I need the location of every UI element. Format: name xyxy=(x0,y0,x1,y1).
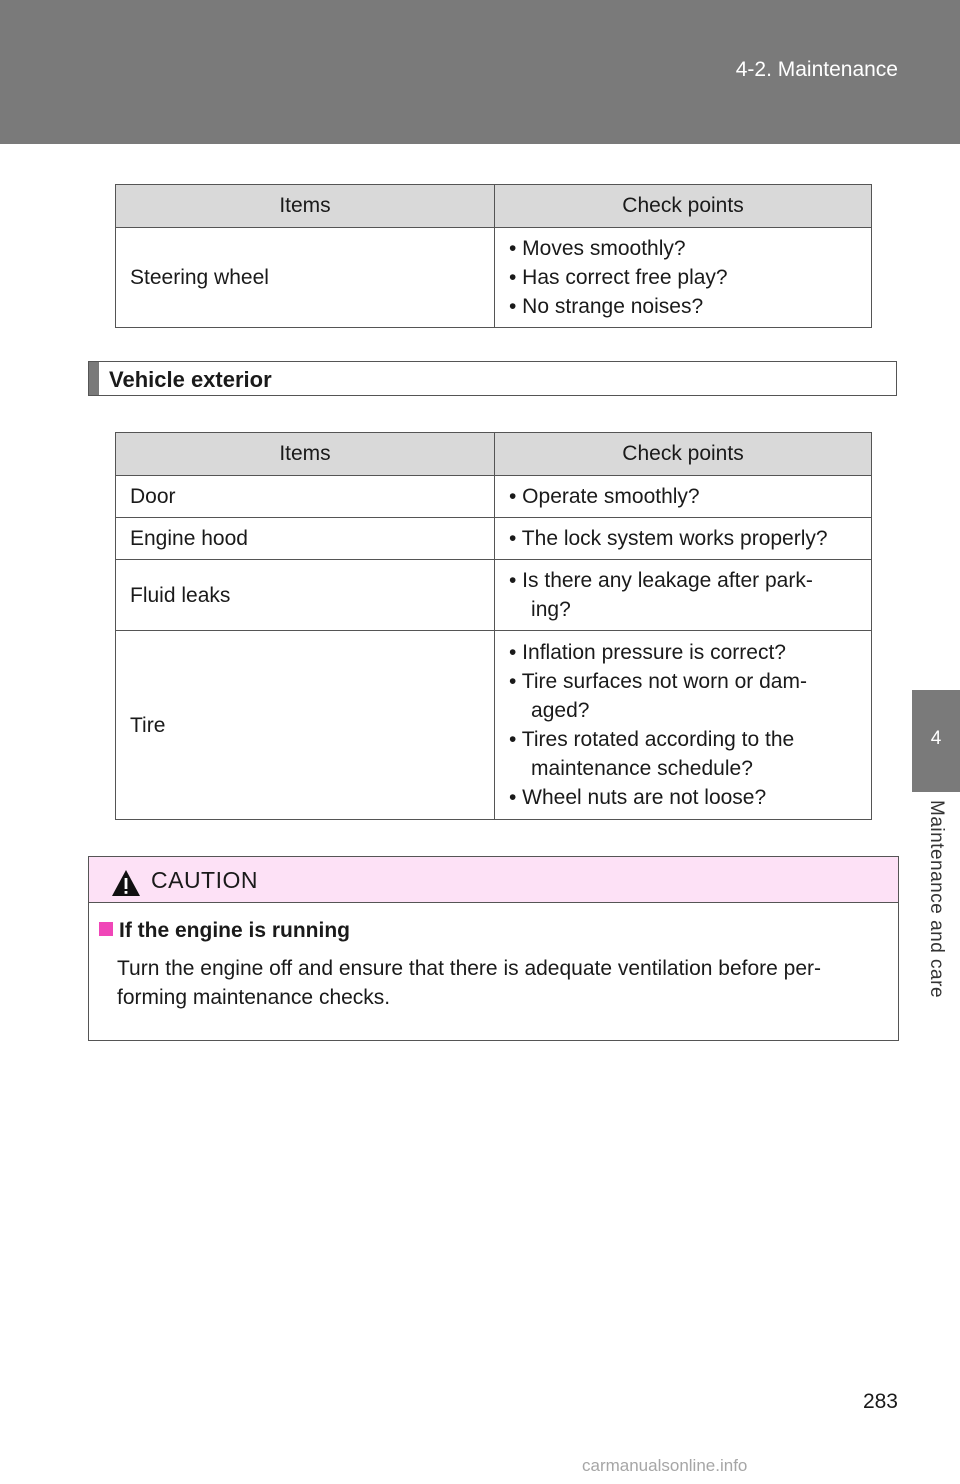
watermark: carmanualsonline.info xyxy=(582,1456,748,1475)
check-point: • Has correct free play? xyxy=(509,266,728,289)
col-header-items: Items xyxy=(116,433,495,476)
table-row xyxy=(116,560,872,631)
page-header xyxy=(0,0,960,144)
exterior-table xyxy=(115,432,872,820)
check-point: • No strange noises? xyxy=(509,295,704,318)
check-cell xyxy=(495,560,872,631)
table-row xyxy=(116,631,872,820)
col-header-items: Items xyxy=(116,185,495,228)
table-row xyxy=(116,518,872,560)
check-cell xyxy=(495,476,872,518)
check-point: • Moves smoothly? xyxy=(509,237,686,260)
caution-subtitle-line xyxy=(99,919,884,943)
caution-label: CAUTION xyxy=(151,867,258,893)
col-header-check-points: Check points xyxy=(495,433,872,476)
check-point: • Operate smoothly? xyxy=(509,485,700,508)
section-label: 4-2. Maintenance xyxy=(735,58,898,81)
check-cell xyxy=(495,518,872,560)
warning-triangle-icon xyxy=(111,869,141,897)
check-point: • Tires rotated according to the maintenance schedule? xyxy=(509,728,795,780)
chapter-label xyxy=(912,792,960,1092)
caution-text: Turn the engine off and ensure that there is adequate ventilation before per- forming maintenance checks. xyxy=(117,957,821,1009)
item-cell: Engine hood xyxy=(116,518,495,560)
caution-header xyxy=(89,857,898,903)
item-cell: Fluid leaks xyxy=(116,560,495,631)
square-bullet-icon xyxy=(99,922,113,936)
item-cell: Steering wheel xyxy=(116,228,495,328)
caution-body xyxy=(99,919,884,1012)
steering-table xyxy=(115,184,872,328)
page-number: 283 xyxy=(862,1390,898,1413)
col-header-check-points: Check points xyxy=(495,185,872,228)
section-title: Vehicle exterior xyxy=(109,367,272,392)
caution-subtitle: If the engine is running xyxy=(119,919,350,942)
check-point: • Is there any leakage after park- ing? xyxy=(509,569,813,621)
table-header-row xyxy=(116,185,872,228)
check-cell xyxy=(495,228,872,328)
chapter-number: 4 xyxy=(930,728,942,749)
table-header-row xyxy=(116,433,872,476)
check-point: • Wheel nuts are not loose? xyxy=(509,786,767,809)
check-point: • Inflation pressure is correct? xyxy=(509,641,786,664)
check-point: • The lock system works properly? xyxy=(509,527,828,550)
caution-box xyxy=(88,856,899,1041)
heading-bar xyxy=(89,362,99,395)
chapter-label-text: Maintenance and care xyxy=(926,800,947,999)
check-cell xyxy=(495,631,872,820)
item-cell: Tire xyxy=(116,631,495,820)
table-row xyxy=(116,228,872,328)
section-heading xyxy=(88,361,897,396)
check-point: • Tire surfaces not worn or dam- aged? xyxy=(509,670,807,722)
table-row xyxy=(116,476,872,518)
item-cell: Door xyxy=(116,476,495,518)
chapter-tab xyxy=(912,690,960,792)
